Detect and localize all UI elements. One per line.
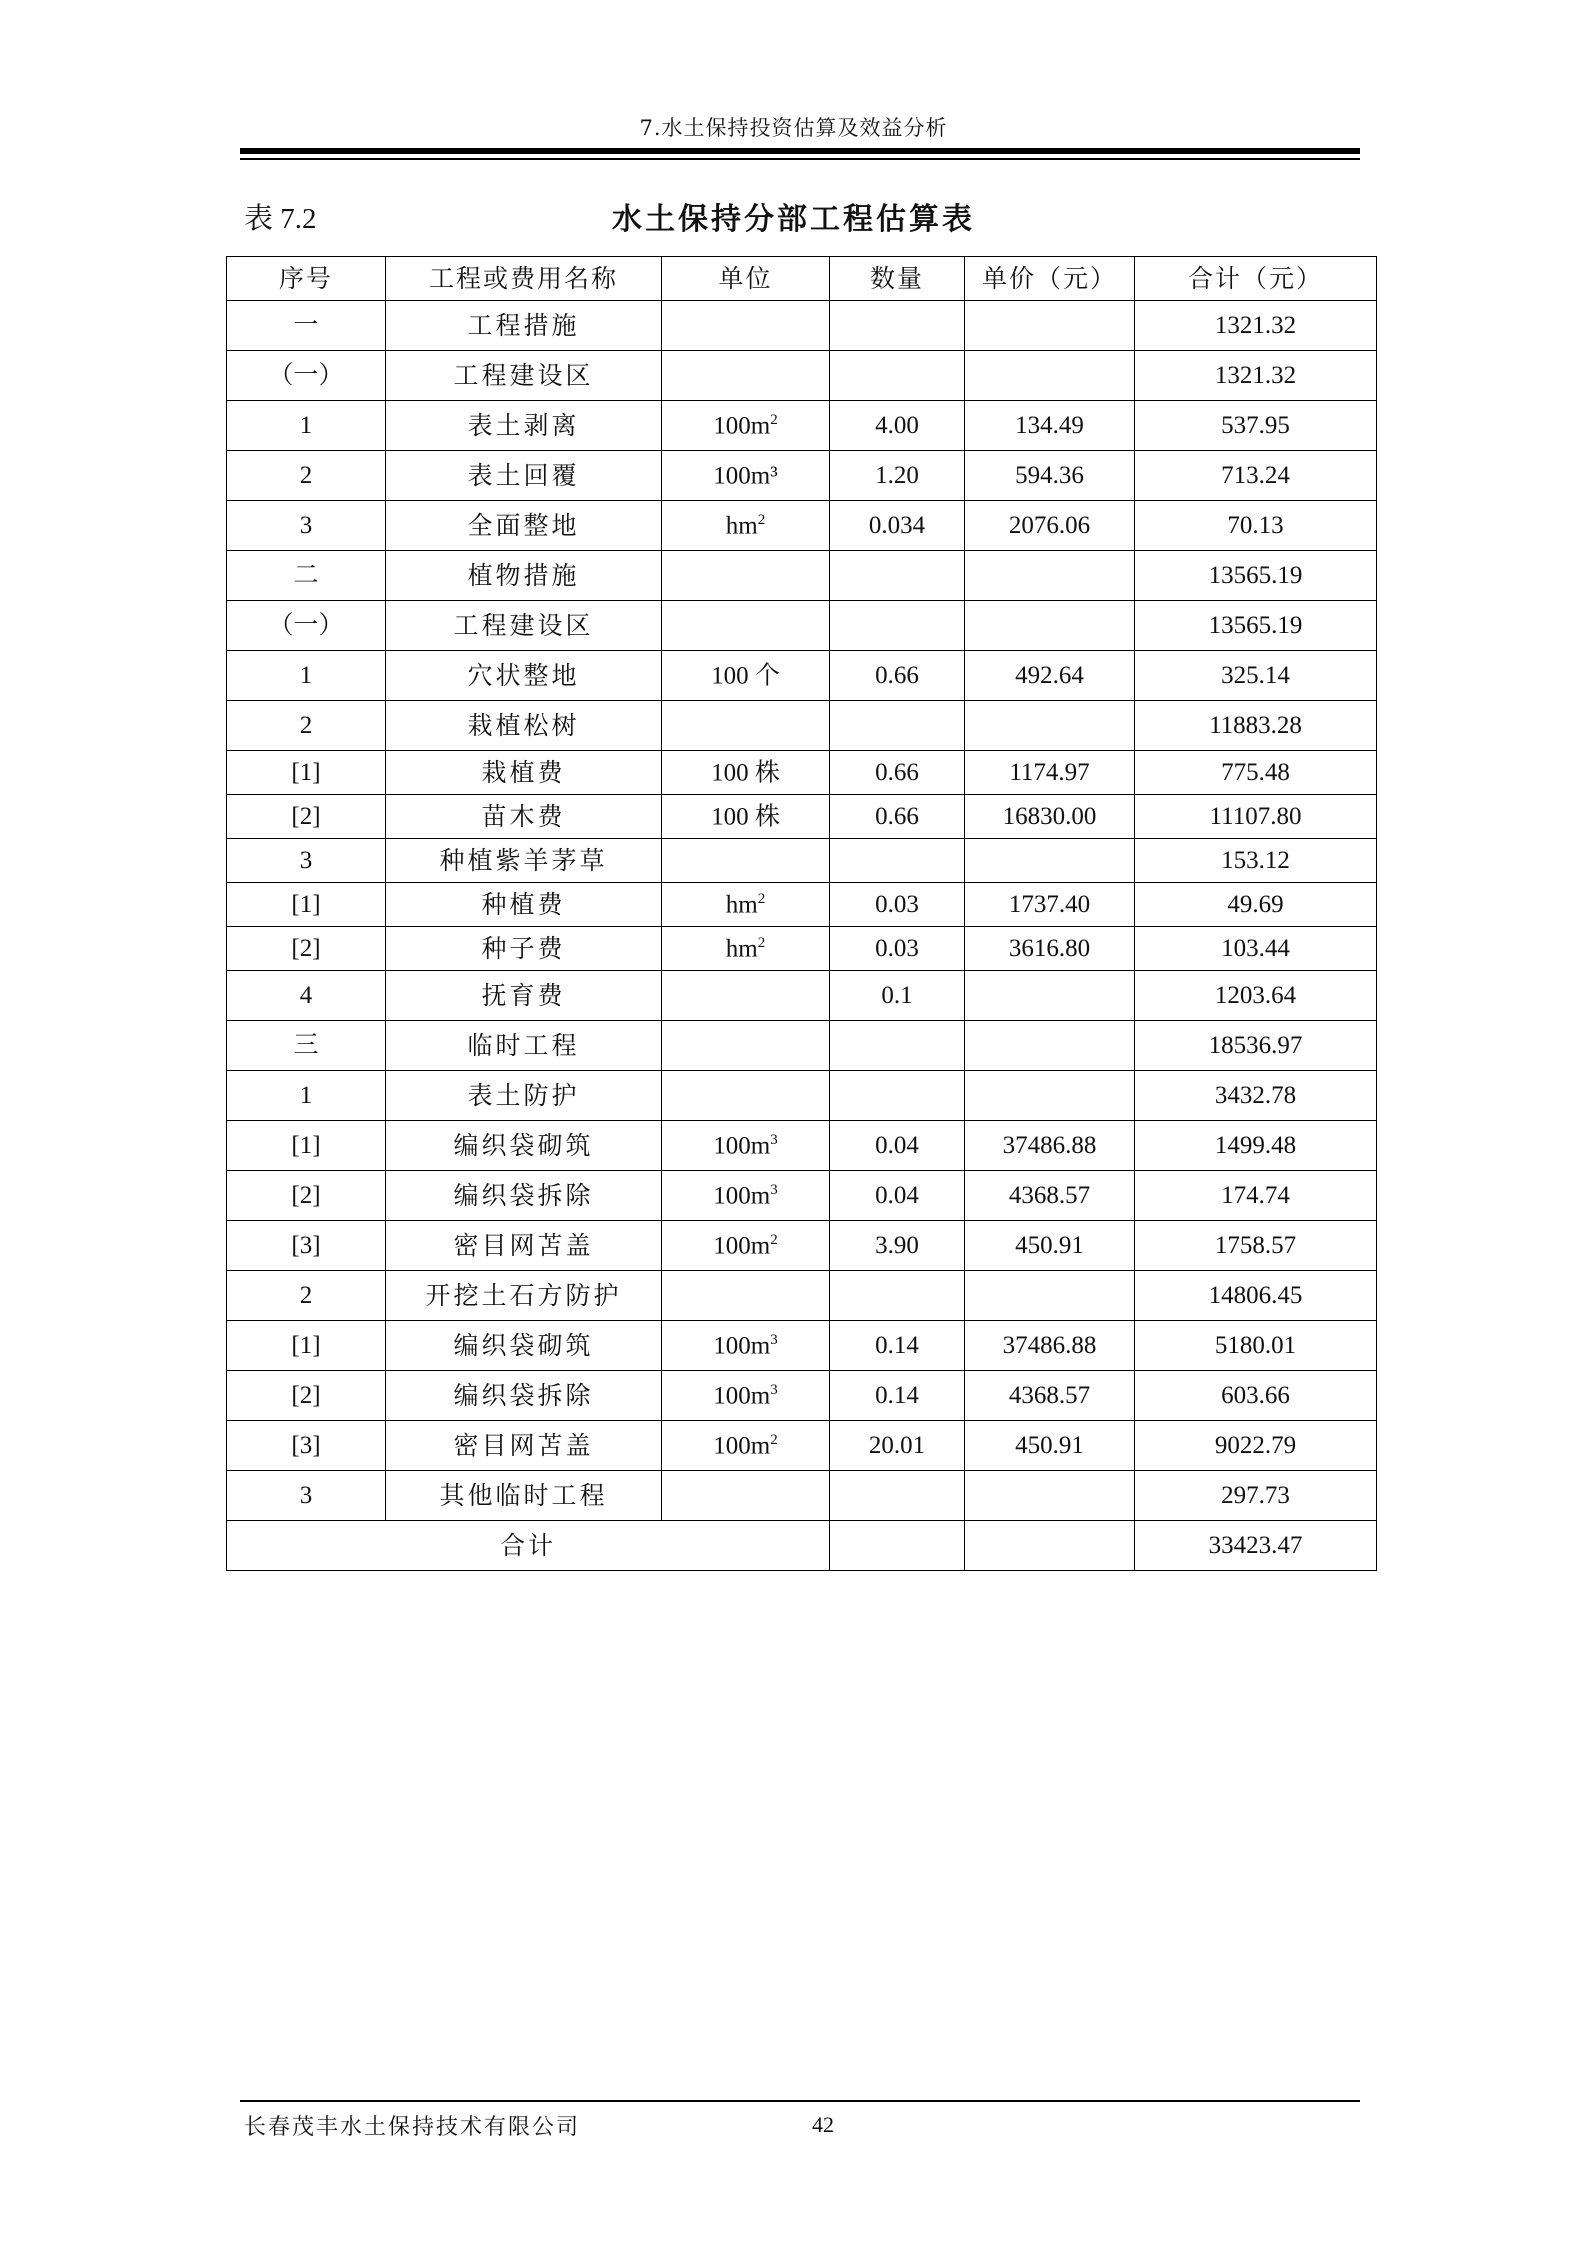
item-name-cell: 编织袋拆除 [386,1371,662,1421]
unit-exponent: 3 [770,1131,778,1148]
quantity-cell [830,1271,965,1321]
unit-price-cell: 4368.57 [965,1171,1135,1221]
grand-total-label: 合计 [227,1521,830,1571]
unit-base: 100m³ [713,462,778,490]
quantity-cell: 0.1 [830,971,965,1021]
unit-cell [662,971,830,1021]
unit-base: hm [725,891,758,919]
quantity-cell [830,701,965,751]
unit-price-cell: 450.91 [965,1421,1135,1471]
row-number-cell: 一 [227,301,386,351]
item-name-cell: 种植紫羊茅草 [386,839,662,883]
quantity-cell [830,839,965,883]
table-row [227,1021,1377,1071]
unit-cell [662,839,830,883]
total-cell: 1758.57 [1135,1221,1377,1271]
unit-price-cell [965,301,1135,351]
table-title: 水土保持分部工程估算表 [612,202,975,237]
unit-price-cell [965,701,1135,751]
table-number: 表 7.2 [244,203,317,235]
estimate-table [226,256,1377,1571]
total-cell: 14806.45 [1135,1271,1377,1321]
table-row [227,1221,1377,1271]
quantity-cell [830,1471,965,1521]
total-cell: 297.73 [1135,1471,1377,1521]
unit-cell [662,795,830,839]
total-cell: 11883.28 [1135,701,1377,751]
item-name-cell: 工程建设区 [386,601,662,651]
table-row [227,927,1377,971]
total-cell: 103.44 [1135,927,1377,971]
item-name-cell: 表土回覆 [386,451,662,501]
row-number-cell: 2 [227,1271,386,1321]
unit-base: 100m [713,1382,771,1410]
total-cell: 1203.64 [1135,971,1377,1021]
unit-cell [662,601,830,651]
item-name-cell: 工程建设区 [386,351,662,401]
row-number-cell: 4 [227,971,386,1021]
total-cell: 18536.97 [1135,1021,1377,1071]
unit-price-cell [965,351,1135,401]
unit-base: 100m [713,1432,771,1460]
total-cell: 603.66 [1135,1371,1377,1421]
quantity-cell: 0.14 [830,1371,965,1421]
total-cell: 13565.19 [1135,601,1377,651]
grand-total-value: 33423.47 [1135,1521,1377,1571]
unit-price-cell [965,551,1135,601]
row-number-cell: 二 [227,551,386,601]
row-number-cell: [3] [227,1221,386,1271]
table-header-row [227,257,1377,301]
row-number-cell: [1] [227,883,386,927]
unit-exponent: 3 [770,1331,778,1348]
quantity-cell: 0.034 [830,501,965,551]
total-cell: 537.95 [1135,401,1377,451]
table-row [227,883,1377,927]
unit-cell [662,1121,830,1171]
unit-base: 100 株 [711,803,780,831]
total-cell: 11107.80 [1135,795,1377,839]
unit-cell [662,1421,830,1471]
quantity-cell [830,551,965,601]
row-number-cell: [1] [227,1121,386,1171]
table-row [227,1471,1377,1521]
running-header: 7.水土保持投资估算及效益分析 [639,116,948,140]
unit-price-cell [965,1471,1135,1521]
row-number-cell: 3 [227,839,386,883]
table-row [227,601,1377,651]
table-row [227,795,1377,839]
item-name-cell: 植物措施 [386,551,662,601]
quantity-cell: 0.66 [830,651,965,701]
unit-exponent: 3 [770,1181,778,1198]
header-rule-thin [240,158,1360,160]
grand-total-qty-cell [830,1521,965,1571]
row-number-cell: [2] [227,1171,386,1221]
table-row [227,301,1377,351]
unit-price-cell [965,601,1135,651]
total-cell: 1499.48 [1135,1121,1377,1171]
table-row [227,751,1377,795]
row-number-cell: [3] [227,1421,386,1471]
total-cell: 1321.32 [1135,351,1377,401]
quantity-cell [830,1021,965,1071]
unit-exponent: 2 [757,934,766,951]
unit-cell [662,927,830,971]
unit-price-cell: 16830.00 [965,795,1135,839]
table-row [227,351,1377,401]
quantity-cell [830,601,965,651]
row-number-cell: （一） [227,351,386,401]
unit-exponent: 2 [770,1431,778,1448]
table-row [227,501,1377,551]
unit-price-cell [965,971,1135,1021]
unit-cell [662,883,830,927]
table-row [227,1421,1377,1471]
unit-price-cell [965,1271,1135,1321]
item-name-cell: 抚育费 [386,971,662,1021]
quantity-cell: 3.90 [830,1221,965,1271]
row-number-cell: 3 [227,501,386,551]
item-name-cell: 种植费 [386,883,662,927]
column-header: 工程或费用名称 [386,257,662,301]
unit-cell [662,651,830,701]
table-row [227,971,1377,1021]
unit-price-cell: 3616.80 [965,927,1135,971]
row-number-cell: 2 [227,451,386,501]
unit-cell [662,751,830,795]
unit-base: 100 株 [711,759,780,787]
unit-cell [662,1471,830,1521]
table-row [227,551,1377,601]
unit-price-cell: 1737.40 [965,883,1135,927]
unit-base: hm [725,512,758,540]
unit-cell [662,301,830,351]
row-number-cell: （一） [227,601,386,651]
table-row [227,451,1377,501]
unit-price-cell: 4368.57 [965,1371,1135,1421]
row-number-cell: 1 [227,651,386,701]
unit-price-cell: 37486.88 [965,1121,1135,1171]
total-cell: 49.69 [1135,883,1377,927]
quantity-cell: 1.20 [830,451,965,501]
unit-exponent: 2 [770,1231,778,1248]
unit-price-cell: 2076.06 [965,501,1135,551]
unit-price-cell: 1174.97 [965,751,1135,795]
unit-price-cell: 37486.88 [965,1321,1135,1371]
unit-exponent: 2 [757,890,766,907]
unit-base: 100m [713,412,771,440]
item-name-cell: 穴状整地 [386,651,662,701]
item-name-cell: 栽植松树 [386,701,662,751]
unit-cell [662,551,830,601]
item-name-cell: 其他临时工程 [386,1471,662,1521]
table-row [227,1121,1377,1171]
quantity-cell: 0.66 [830,751,965,795]
item-name-cell: 种子费 [386,927,662,971]
row-number-cell: 3 [227,1471,386,1521]
grand-total-price-cell [965,1521,1135,1571]
item-name-cell: 编织袋砌筑 [386,1321,662,1371]
unit-cell [662,501,830,551]
unit-cell [662,701,830,751]
unit-cell [662,1071,830,1121]
total-cell: 3432.78 [1135,1071,1377,1121]
item-name-cell: 工程措施 [386,301,662,351]
item-name-cell: 开挖土石方防护 [386,1271,662,1321]
unit-base: 100m [713,1332,771,1360]
unit-price-cell: 134.49 [965,401,1135,451]
total-cell: 1321.32 [1135,301,1377,351]
column-header: 单价（元） [965,257,1135,301]
total-cell: 13565.19 [1135,551,1377,601]
header-rule-thick [240,148,1360,154]
item-name-cell: 全面整地 [386,501,662,551]
table-row [227,1321,1377,1371]
unit-price-cell: 492.64 [965,651,1135,701]
unit-price-cell [965,839,1135,883]
column-header: 合计（元） [1135,257,1377,301]
total-cell: 775.48 [1135,751,1377,795]
unit-exponent: 2 [757,511,766,528]
page-number: 42 [812,2112,834,2137]
table-row [227,1171,1377,1221]
footer-rule [240,2100,1360,2102]
item-name-cell: 编织袋拆除 [386,1171,662,1221]
table-row [227,651,1377,701]
row-number-cell: [1] [227,751,386,795]
unit-cell [662,1321,830,1371]
quantity-cell: 20.01 [830,1421,965,1471]
unit-exponent: 2 [770,411,778,428]
quantity-cell: 0.14 [830,1321,965,1371]
total-cell: 9022.79 [1135,1421,1377,1471]
table-row [227,701,1377,751]
quantity-cell: 0.04 [830,1171,965,1221]
unit-price-cell: 450.91 [965,1221,1135,1271]
unit-cell [662,401,830,451]
unit-base: hm [725,935,758,963]
unit-price-cell [965,1071,1135,1121]
item-name-cell: 栽植费 [386,751,662,795]
item-name-cell: 苗木费 [386,795,662,839]
quantity-cell [830,351,965,401]
total-cell: 174.74 [1135,1171,1377,1221]
item-name-cell: 临时工程 [386,1021,662,1071]
table-row [227,839,1377,883]
unit-price-cell: 594.36 [965,451,1135,501]
footer-company: 长春茂丰水土保持技术有限公司 [244,2115,581,2140]
unit-cell [662,1271,830,1321]
table-row [227,401,1377,451]
row-number-cell: [2] [227,1371,386,1421]
quantity-cell: 4.00 [830,401,965,451]
unit-price-cell [965,1021,1135,1071]
column-header: 序号 [227,257,386,301]
row-number-cell: [2] [227,795,386,839]
total-cell: 713.24 [1135,451,1377,501]
row-number-cell: 三 [227,1021,386,1071]
row-number-cell: [1] [227,1321,386,1371]
total-cell: 325.14 [1135,651,1377,701]
grand-total-row [227,1521,1377,1571]
quantity-cell: 0.66 [830,795,965,839]
total-cell: 153.12 [1135,839,1377,883]
unit-exponent: 3 [770,1381,778,1398]
total-cell: 5180.01 [1135,1321,1377,1371]
unit-cell [662,1021,830,1071]
row-number-cell: 1 [227,401,386,451]
unit-cell [662,1171,830,1221]
column-header: 数量 [830,257,965,301]
item-name-cell: 表土防护 [386,1071,662,1121]
unit-base: 100m [713,1232,771,1260]
item-name-cell: 编织袋砌筑 [386,1121,662,1171]
total-cell: 70.13 [1135,501,1377,551]
table-row [227,1371,1377,1421]
row-number-cell: [2] [227,927,386,971]
quantity-cell: 0.04 [830,1121,965,1171]
unit-base: 100m [713,1132,771,1160]
item-name-cell: 密目网苫盖 [386,1221,662,1271]
unit-cell [662,1221,830,1271]
item-name-cell: 密目网苫盖 [386,1421,662,1471]
quantity-cell [830,1071,965,1121]
column-header: 单位 [662,257,830,301]
unit-cell [662,351,830,401]
quantity-cell: 0.03 [830,883,965,927]
unit-base: 100 个 [711,662,780,690]
quantity-cell [830,301,965,351]
row-number-cell: 1 [227,1071,386,1121]
unit-cell [662,1371,830,1421]
row-number-cell: 2 [227,701,386,751]
table-row [227,1071,1377,1121]
unit-base: 100m [713,1182,771,1210]
item-name-cell: 表土剥离 [386,401,662,451]
unit-cell [662,451,830,501]
table-row [227,1271,1377,1321]
quantity-cell: 0.03 [830,927,965,971]
